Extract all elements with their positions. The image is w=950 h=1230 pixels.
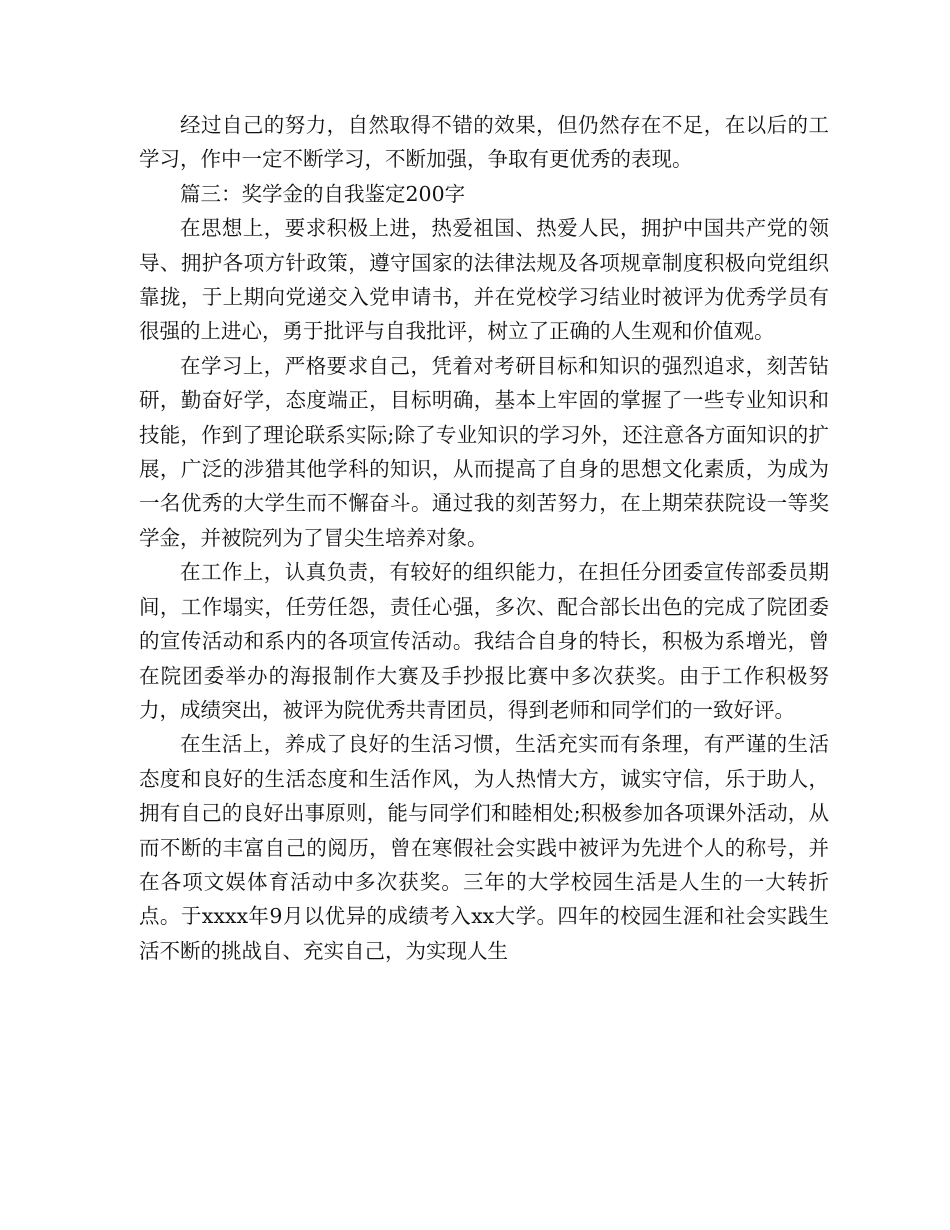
- paragraph-study: 在学习上，严格要求自己，凭着对考研目标和知识的强烈追求，刻苦钻研，勤奋好学，态度端正，目标明确，基本上牢固的掌握了一些专业知识和技能，作到了理论联系实际;除了专业知识的学习外，还注意各方面知识的扩展，广泛的涉猎其他学科的知识，从而提高了自身的思想文化素质，为成为一名优秀的大学生而不懈奋斗。通过我的刻苦努力，在上期荣获院设一等奖学金，并被院列为了冒尖生培养对象。: [139, 353, 829, 550]
- paragraph-intro: 经过自己的努力，自然取得不错的效果，但仍然存在不足，在以后的工学习，作中一定不断学习，不断加强，争取有更优秀的表现。: [139, 113, 829, 172]
- paragraph-work: 在工作上，认真负责，有较好的组织能力，在担任分团委宣传部委员期间，工作塌实，任劳任怨，责任心强，多次、配合部长出色的完成了院团委的宣传活动和系内的各项宣传活动。我结合自身的特长，积极为系增光，曾在院团委举办的海报制作大赛及手抄报比赛中多次获奖。由于工作积极努力，成绩突出，被评为院优秀共青团员，得到老师和同学们的一致好评。: [139, 560, 829, 722]
- document-body: [139, 108, 829, 968]
- paragraph-life: 在生活上，养成了良好的生活习惯，生活充实而有条理，有严谨的生活态度和良好的生活态度和生活作风，为人热情大方，诚实守信，乐于助人，拥有自己的良好出事原则，能与同学们和睦相处;积极参加各项课外活动，从而不断的丰富自己的阅历，曾在寒假社会实践中被评为先进个人的称号，并在各项文娱体育活动中多次获奖。三年的大学校园生活是人生的一大转折点。于xxxx年9月以优异的成绩考入xx大学。四年的校园生涯和社会实践生活不断的挑战自、充实自己，为实现人生: [139, 732, 829, 963]
- section-heading: 篇三：奖学金的自我鉴定200字: [180, 181, 466, 206]
- paragraph-thought: 在思想上，要求积极上进，热爱祖国、热爱人民，拥护中国共产党的领导、拥护各项方针政策，遵守国家的法律法规及各项规章制度积极向党组织靠拢，于上期向党递交入党申请书，并在党校学习结业时被评为优秀学员有很强的上进心，勇于批评与自我批评，树立了正确的人生观和价值观。: [139, 216, 829, 344]
